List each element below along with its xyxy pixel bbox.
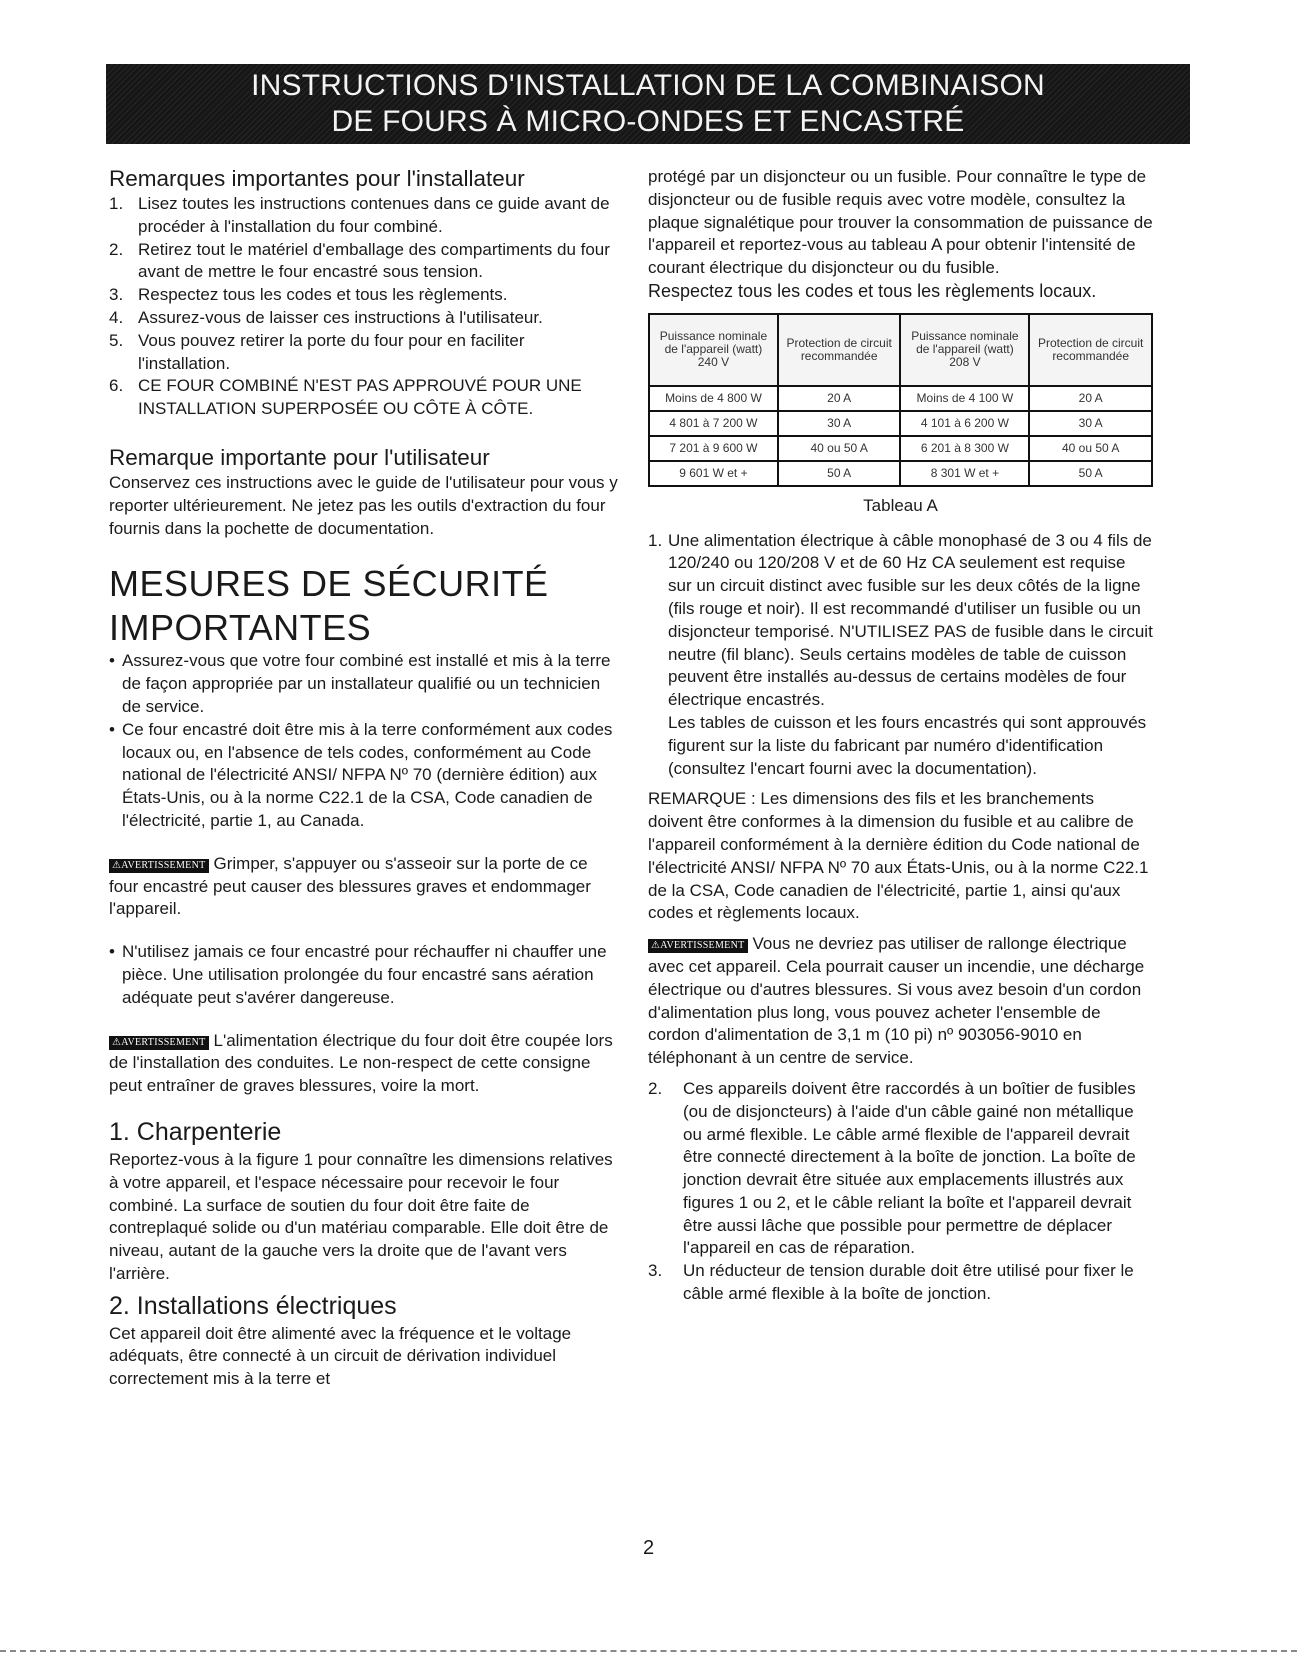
item-number: 4. [109, 307, 124, 327]
warning-text: Vous ne devriez pas utiliser de rallonge électrique avec cet appareil. Cela pourrait causer un incendie, une décharge électrique ou d'autres blessures. Si vous avez besoin d'un cordon d'alimentation plus long, vous pouvez acheter l'ensemble de cordon d'alimentation de 3,1 m (10 pi) nº 903056-9010 en téléphonant à un centre de service. [648, 934, 1145, 1068]
item-number: 6. [109, 376, 124, 396]
table-row [649, 461, 1152, 486]
list-item [109, 330, 619, 376]
item-text: Ce four encastré doit être mis à la terre conformément aux codes locaux ou, en l'absence de tels codes, conformément au Code national de l'électricité ANSI/ NFPA Nº 70 (dernière édition) aux États-Unis, ou à la norme C22.1 de la CSA, Code canadien de l'électricité, partie 1, au Canada. [122, 719, 613, 830]
table-cell: 20 A [778, 386, 901, 411]
item-number: 3. [648, 1261, 663, 1281]
warning-label: AVERTISSEMENT [660, 940, 745, 952]
page-number: 2 [642, 1537, 655, 1559]
table-row [649, 436, 1152, 461]
table-header: Protection de circuit recommandée [778, 314, 901, 386]
item-text: Lisez toutes les instructions contenues dans ce guide avant de procéder à l'installation du four combiné. [138, 194, 610, 236]
table-header: Puissance nominale de l'appareil (watt) 208 V [900, 314, 1029, 386]
safety-heading-line-2: IMPORTANTES [109, 607, 372, 649]
remark-text: REMARQUE : Les dimensions des fils et les branchements doivent être conformes à la dimension du fusible et au calibre de l'appareil conformément à la dernière édition du Code national de l'électricité ANSI/ NFPA Nº 70 aux États-Unis, ou à la norme C22.1 de la CSA, Code canadien de l'électricité, partie 1, ainsi qu'aux codes et règlements locaux. [648, 789, 1149, 923]
table-cell: 9 601 W et + [649, 461, 778, 486]
item-text: Une alimentation électrique à câble monophasé de 3 ou 4 fils de 120/240 ou 120/208 V et de 60 Hz CA seulement est requise sur un circuit distinct avec fusible sur les deux côtés de la ligne (fils rouge et noir). Il est recommandé d'utiliser un fusible ou un disjoncteur temporisé. N'UTILISEZ PAS de fusible dans le circuit neutre (fil blanc). Seuls certains modèles de table de cuisson peuvent être installés au-dessus de certains modèles de four électrique encastrés. [668, 530, 1153, 710]
list-item [109, 284, 619, 307]
item-number: 2. [648, 1078, 663, 1098]
item-text: Un réducteur de tension durable doit être utilisé pour fixer le câble armé flexible à la boîte de jonction. [683, 1261, 1134, 1304]
item-number: 2. [109, 239, 124, 259]
warning-triangle-icon: ⚠ [651, 940, 661, 952]
table-cell: 30 A [1029, 411, 1152, 436]
list-item [109, 193, 619, 239]
left-column [109, 166, 619, 1391]
user-note-text: Conservez ces instructions avec le guide de l'utilisateur pour vous y reporter ultérieurement. Ne jetez pas les outils d'extraction du four fournis dans la pochette de documentation. [109, 472, 618, 538]
scan-edge-divider [0, 1650, 1297, 1652]
item-text: Vous pouvez retirer la porte du four pour en faciliter l'installation. [138, 330, 525, 373]
table-cell: Moins de 4 800 W [649, 386, 778, 411]
table-cell: 7 201 à 9 600 W [649, 436, 778, 461]
warning-paragraph [648, 933, 1153, 1070]
item-number: 3. [109, 285, 124, 305]
warning-label: AVERTISSEMENT [121, 1036, 206, 1048]
warning-paragraph [109, 1030, 619, 1098]
table-cell: 20 A [1029, 386, 1152, 411]
table-cell: 40 ou 50 A [1029, 436, 1152, 461]
title-banner [106, 64, 1190, 144]
power-supply-list [648, 530, 1153, 712]
safety-bullet-list [109, 650, 619, 832]
warning-label: AVERTISSEMENT [121, 859, 206, 871]
table-cell: 4 801 à 7 200 W [649, 411, 778, 436]
codes-line: Respectez tous les codes et tous les règlements locaux. [648, 280, 1097, 301]
table-cell: 8 301 W et + [900, 461, 1029, 486]
table-cell: Moins de 4 100 W [900, 386, 1029, 411]
warning-triangle-icon: ⚠ [112, 859, 122, 871]
item-text: CE FOUR COMBINÉ N'EST PAS APPROUVÉ POUR UNE INSTALLATION SUPERPOSÉE OU CÔTE À CÔTE. [138, 376, 582, 419]
table-cell: 4 101 à 6 200 W [900, 411, 1029, 436]
carpentry-heading: 1. Charpenterie [109, 1117, 282, 1146]
item-number: 5. [109, 330, 124, 350]
wiring-list [648, 1078, 1153, 1306]
list-item [109, 239, 619, 285]
table-row [649, 386, 1152, 411]
list-item [648, 1260, 1153, 1306]
table-cell: 30 A [778, 411, 901, 436]
installer-notes-list [109, 193, 619, 421]
table-header: Protection de circuit recommandée [1029, 314, 1152, 386]
item-text: Retirez tout le matériel d'emballage des compartiments du four avant de mettre le four encastré sous tension. [138, 239, 610, 282]
item-number: 1. [109, 194, 124, 213]
bullet-icon: • [109, 651, 115, 671]
table-row [649, 411, 1152, 436]
item-number: 1. [648, 530, 663, 550]
list-item [109, 650, 619, 718]
item-text: N'utilisez jamais ce four encastré pour réchauffer ni chauffer une pièce. Une utilisation prolongée du four encastré sans aération adéquate peut s'avérer dangereuse. [122, 942, 607, 1007]
table-header-row [649, 314, 1152, 386]
electrical-continued-text: protégé par un disjoncteur ou un fusible. Pour connaître le type de disjoncteur ou de fusible requis avec votre modèle, consultez la plaque signalétique pour trouver la consommation de puissance de l'appareil et reportez-vous au tableau A pour obtenir l'intensité de courant électrique du disjoncteur ou du fusible. [648, 167, 1153, 278]
electrical-heading: 2. Installations électriques [109, 1291, 397, 1320]
list-item [648, 1078, 1153, 1260]
installer-notes-heading: Remarques importantes pour l'installateur [109, 166, 525, 191]
title-line-1: INSTRUCTIONS D'INSTALLATION DE LA COMBINAISON [251, 69, 1045, 102]
user-note-heading: Remarque importante pour l'utilisateur [109, 444, 490, 470]
item-text: Assurez-vous que votre four combiné est installé et mis à la terre de façon appropriée par un installateur qualifié ou un technicien de service. [122, 651, 611, 716]
list-item [109, 375, 619, 421]
table-caption: Tableau A [863, 495, 938, 515]
title-line-2: DE FOURS À MICRO-ONDES ET ENCASTRÉ [331, 105, 965, 138]
table-header: Puissance nominale de l'appareil (watt) 240 V [649, 314, 778, 386]
table-cell: 50 A [778, 461, 901, 486]
warning-badge [109, 859, 209, 873]
table-cell: 50 A [1029, 461, 1152, 486]
heating-bullet-list [109, 941, 619, 1009]
list-item [109, 941, 619, 1009]
approved-models-text: Les tables de cuisson et les fours encastrés qui sont approuvés figurent sur la liste du fabricant par numéro d'identification (consultez l'encart fourni avec la documentation). [668, 712, 1147, 778]
item-text: Assurez-vous de laisser ces instructions à l'utilisateur. [138, 307, 543, 327]
warning-paragraph [109, 853, 619, 921]
list-item [109, 719, 619, 833]
safety-heading-line-1: MESURES DE SÉCURITÉ [109, 563, 549, 605]
electrical-text: Cet appareil doit être alimenté avec la fréquence et le voltage adéquats, être connecté à un circuit de dérivation individuel correctement mis à la terre et [109, 1323, 572, 1389]
table-cell: 6 201 à 8 300 W [900, 436, 1029, 461]
carpentry-text: Reportez-vous à la figure 1 pour connaître les dimensions relatives à votre appareil, et l'espace nécessaire pour recevoir le four combiné. La surface de soutien du four doit être faite de contreplaqué solide ou d'un matériau comparable. Elle doit être de niveau, autant de la gauche vers la droite que de l'avant vers l'arrière. [109, 1149, 613, 1283]
right-column [648, 166, 1153, 1306]
warning-badge [648, 939, 748, 953]
warning-text: L'alimentation électrique du four doit être coupée lors de l'installation des conduites. Le non-respect de cette consigne peut entraîner de graves blessures, voire la mort. [109, 1030, 613, 1096]
warning-badge [109, 1036, 209, 1050]
item-text: Ces appareils doivent être raccordés à un boîtier de fusibles (ou de disjoncteurs) à l'aide d'un câble gainé non métallique ou armé flexible. Le câble armé flexible de l'appareil devrait être connecté directement à la boîte de jonction. La boîte de jonction devrait être située aux emplacements illustrés aux figures 1 ou 2, et le câble reliant la boîte et l'appareil devrait être aussi lâche que possible pour permettre de déplacer l'appareil en cas de réparation. [683, 1078, 1136, 1258]
bullet-icon: • [109, 942, 115, 962]
bullet-icon: • [109, 719, 115, 739]
item-text: Respectez tous les codes et tous les règlements. [138, 285, 508, 305]
list-item [648, 530, 1153, 712]
warning-triangle-icon: ⚠ [112, 1036, 122, 1048]
table-cell: 40 ou 50 A [778, 436, 901, 461]
warning-text: Grimper, s'appuyer ou s'asseoir sur la porte de ce four encastré peut causer des blessures graves et endommager l'appareil. [109, 853, 591, 919]
breaker-table [648, 313, 1153, 487]
list-item [109, 307, 619, 330]
